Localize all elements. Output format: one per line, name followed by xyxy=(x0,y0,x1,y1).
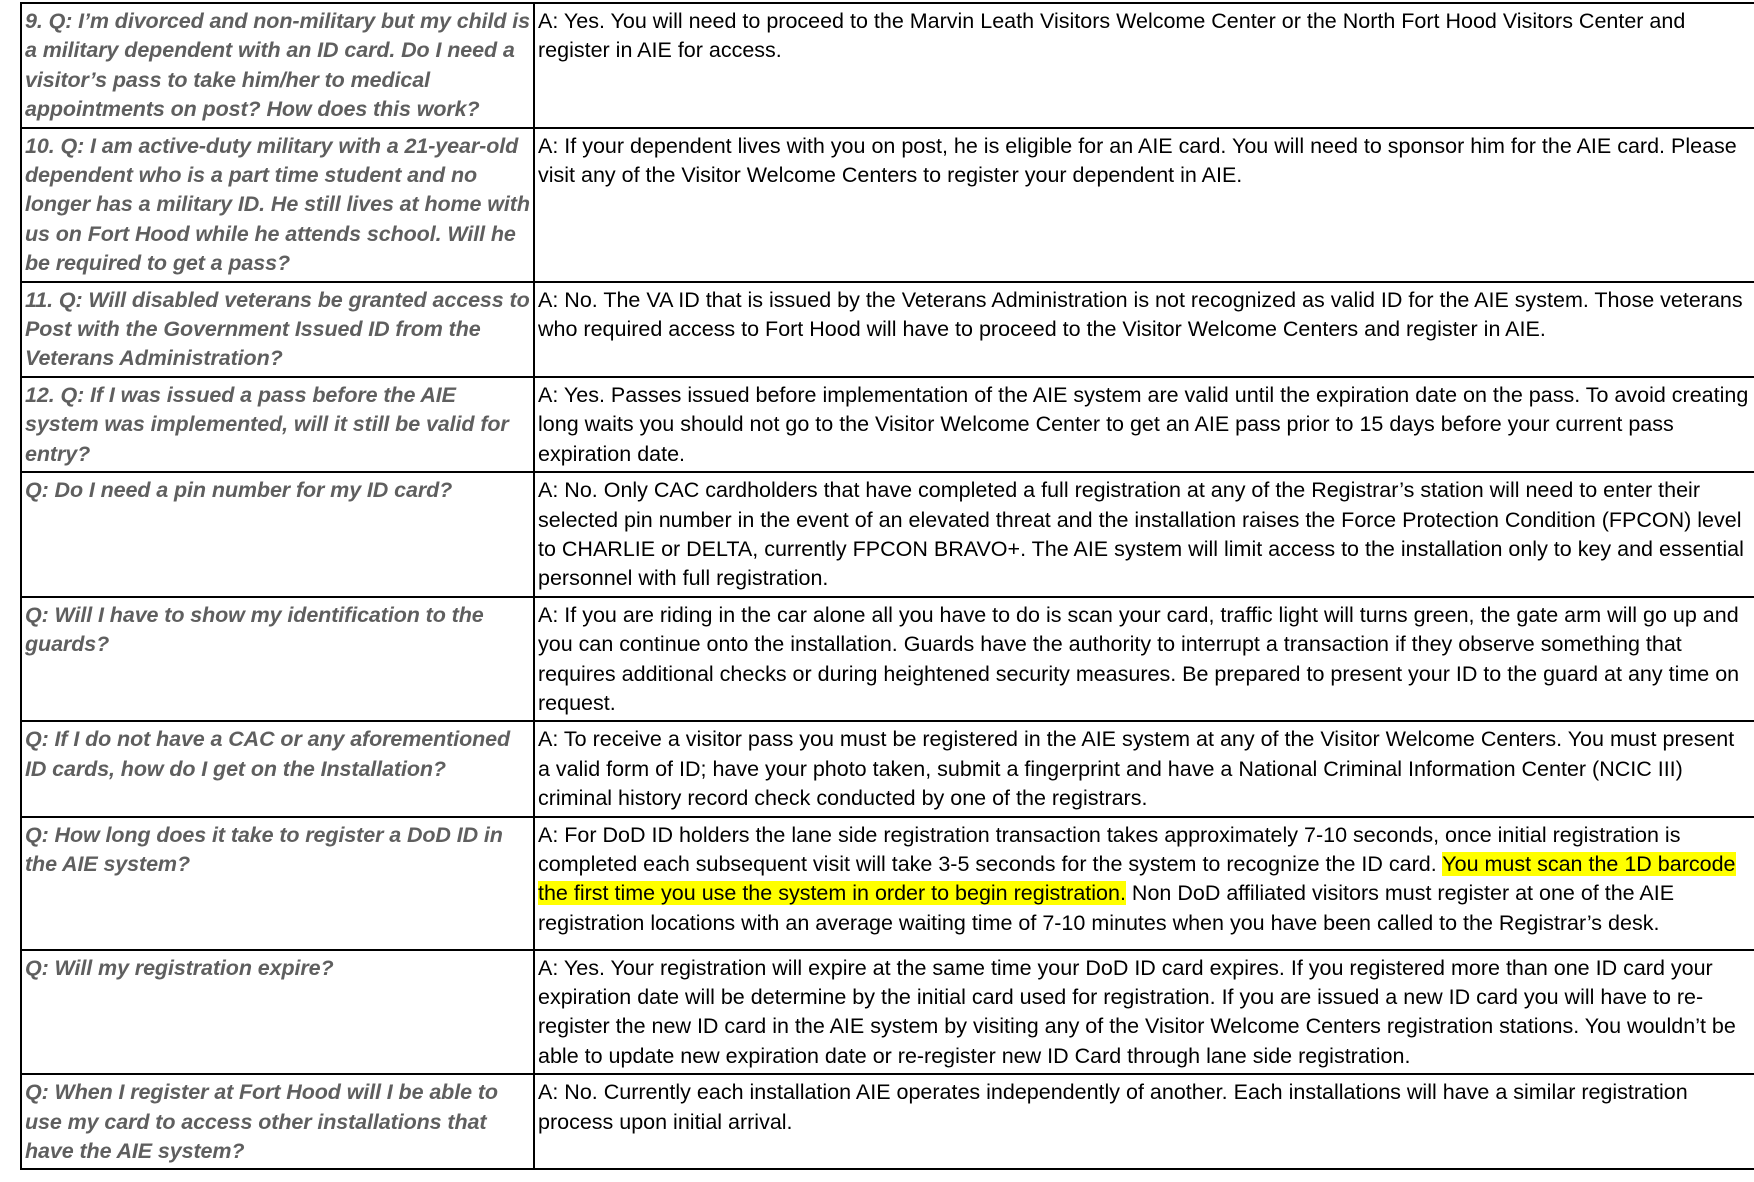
question-cell: Q: When I register at Fort Hood will I be able to use my card to access other installations that have the AIE system? xyxy=(21,1074,534,1169)
faq-row xyxy=(21,3,1754,128)
question-cell: 12. Q: If I was issued a pass before the AIE system was implemented, will it still be valid for entry? xyxy=(21,377,534,472)
question-cell: Q: Will my registration expire? xyxy=(21,950,534,1075)
question-cell: Q: How long does it take to register a DoD ID in the AIE system? xyxy=(21,817,534,950)
answer-cell: A: No. Only CAC cardholders that have completed a full registration at any of the Registrar’s station will need to enter their selected pin number in the event of an elevated threat and the installation raises the Force Protection Condition (FPCON) level to CHARLIE or DELTA, currently FPCON BRAVO+. The AIE system will limit access to the installation only to key and essential personnel with full registration. xyxy=(534,472,1754,597)
faq-row xyxy=(21,950,1754,1075)
faq-row xyxy=(21,817,1754,950)
question-cell: 10. Q: I am active-duty military with a 21-year-old dependent who is a part time student and no longer has a military ID. He still lives at home with us on Fort Hood while he attends school. Will he be required to get a pass? xyxy=(21,128,534,282)
faq-row xyxy=(21,282,1754,377)
answer-cell xyxy=(534,817,1754,950)
faq-row xyxy=(21,377,1754,472)
question-cell: 11. Q: Will disabled veterans be granted access to Post with the Government Issued ID from the Veterans Administration? xyxy=(21,282,534,377)
question-cell: Q: Do I need a pin number for my ID card? xyxy=(21,472,534,597)
question-cell: 9. Q: I’m divorced and non-military but my child is a military dependent with an ID card. Do I need a visitor’s pass to take him/her to medical appointments on post? How does this work? xyxy=(21,3,534,128)
question-cell: Q: Will I have to show my identification to the guards? xyxy=(21,597,534,722)
faq-row xyxy=(21,472,1754,597)
answer-text: A: For DoD ID holders the lane side registration transaction takes approximately 7-10 seconds, once initial registration is completed each subsequent visit will take 3-5 seconds for the system to recognize the ID card. xyxy=(538,822,1681,876)
answer-cell: A: Yes. Passes issued before implementation of the AIE system are valid until the expiration date on the pass. To avoid creating long waits you should not go to the Visitor Welcome Center to get an AIE pass prior to 15 days before your current pass expiration date. xyxy=(534,377,1754,472)
faq-row xyxy=(21,1074,1754,1169)
answer-cell: A: Yes. Your registration will expire at the same time your DoD ID card expires. If you registered more than one ID card your expiration date will be determine by the initial card used for registration. If you are issued a new ID card you will have to re-register the new ID card in the AIE system by visiting any of the Visitor Welcome Centers registration stations. You wouldn’t be able to update new expiration date or re-register new ID Card through lane side registration. xyxy=(534,950,1754,1075)
answer-cell: A: If you are riding in the car alone all you have to do is scan your card, traffic light will turns green, the gate arm will go up and you can continue onto the installation. Guards have the authority to interrupt a transaction if they observe something that requires additional checks or during heightened security measures. Be prepared to present your ID to the guard at any time on request. xyxy=(534,597,1754,722)
answer-cell: A: If your dependent lives with you on post, he is eligible for an AIE card. You will need to sponsor him for the AIE card. Please visit any of the Visitor Welcome Centers to register your dependent in AIE. xyxy=(534,128,1754,282)
faq-row xyxy=(21,597,1754,722)
answer-cell: A: To receive a visitor pass you must be registered in the AIE system at any of the Visitor Welcome Centers. You must present a valid form of ID; have your photo taken, submit a fingerprint and have a National Criminal Information Center (NCIC III) criminal history record check conducted by one of the registrars. xyxy=(534,721,1754,816)
faq-row xyxy=(21,721,1754,816)
answer-cell: A: No. The VA ID that is issued by the Veterans Administration is not recognized as valid ID for the AIE system. Those veterans who required access to Fort Hood will have to proceed to the Visitor Welcome Centers and register in AIE. xyxy=(534,282,1754,377)
answer-cell: A: Yes. You will need to proceed to the Marvin Leath Visitors Welcome Center or the North Fort Hood Visitors Center and register in AIE for access. xyxy=(534,3,1754,128)
faq-table xyxy=(20,2,1754,1170)
highlighted-answer-text: You must scan the 1D barcode the first time you use the system in order to begin registration. xyxy=(538,851,1736,906)
question-cell: Q: If I do not have a CAC or any aforementioned ID cards, how do I get on the Installation? xyxy=(21,721,534,816)
answer-text: Non DoD affiliated visitors must register at one of the AIE registration locations with an average waiting time of 7-10 minutes when you have been called to the Registrar’s desk. xyxy=(538,881,1675,935)
faq-row xyxy=(21,128,1754,282)
answer-cell: A: No. Currently each installation AIE operates independently of another. Each installations will have a similar registration process upon initial arrival. xyxy=(534,1074,1754,1169)
